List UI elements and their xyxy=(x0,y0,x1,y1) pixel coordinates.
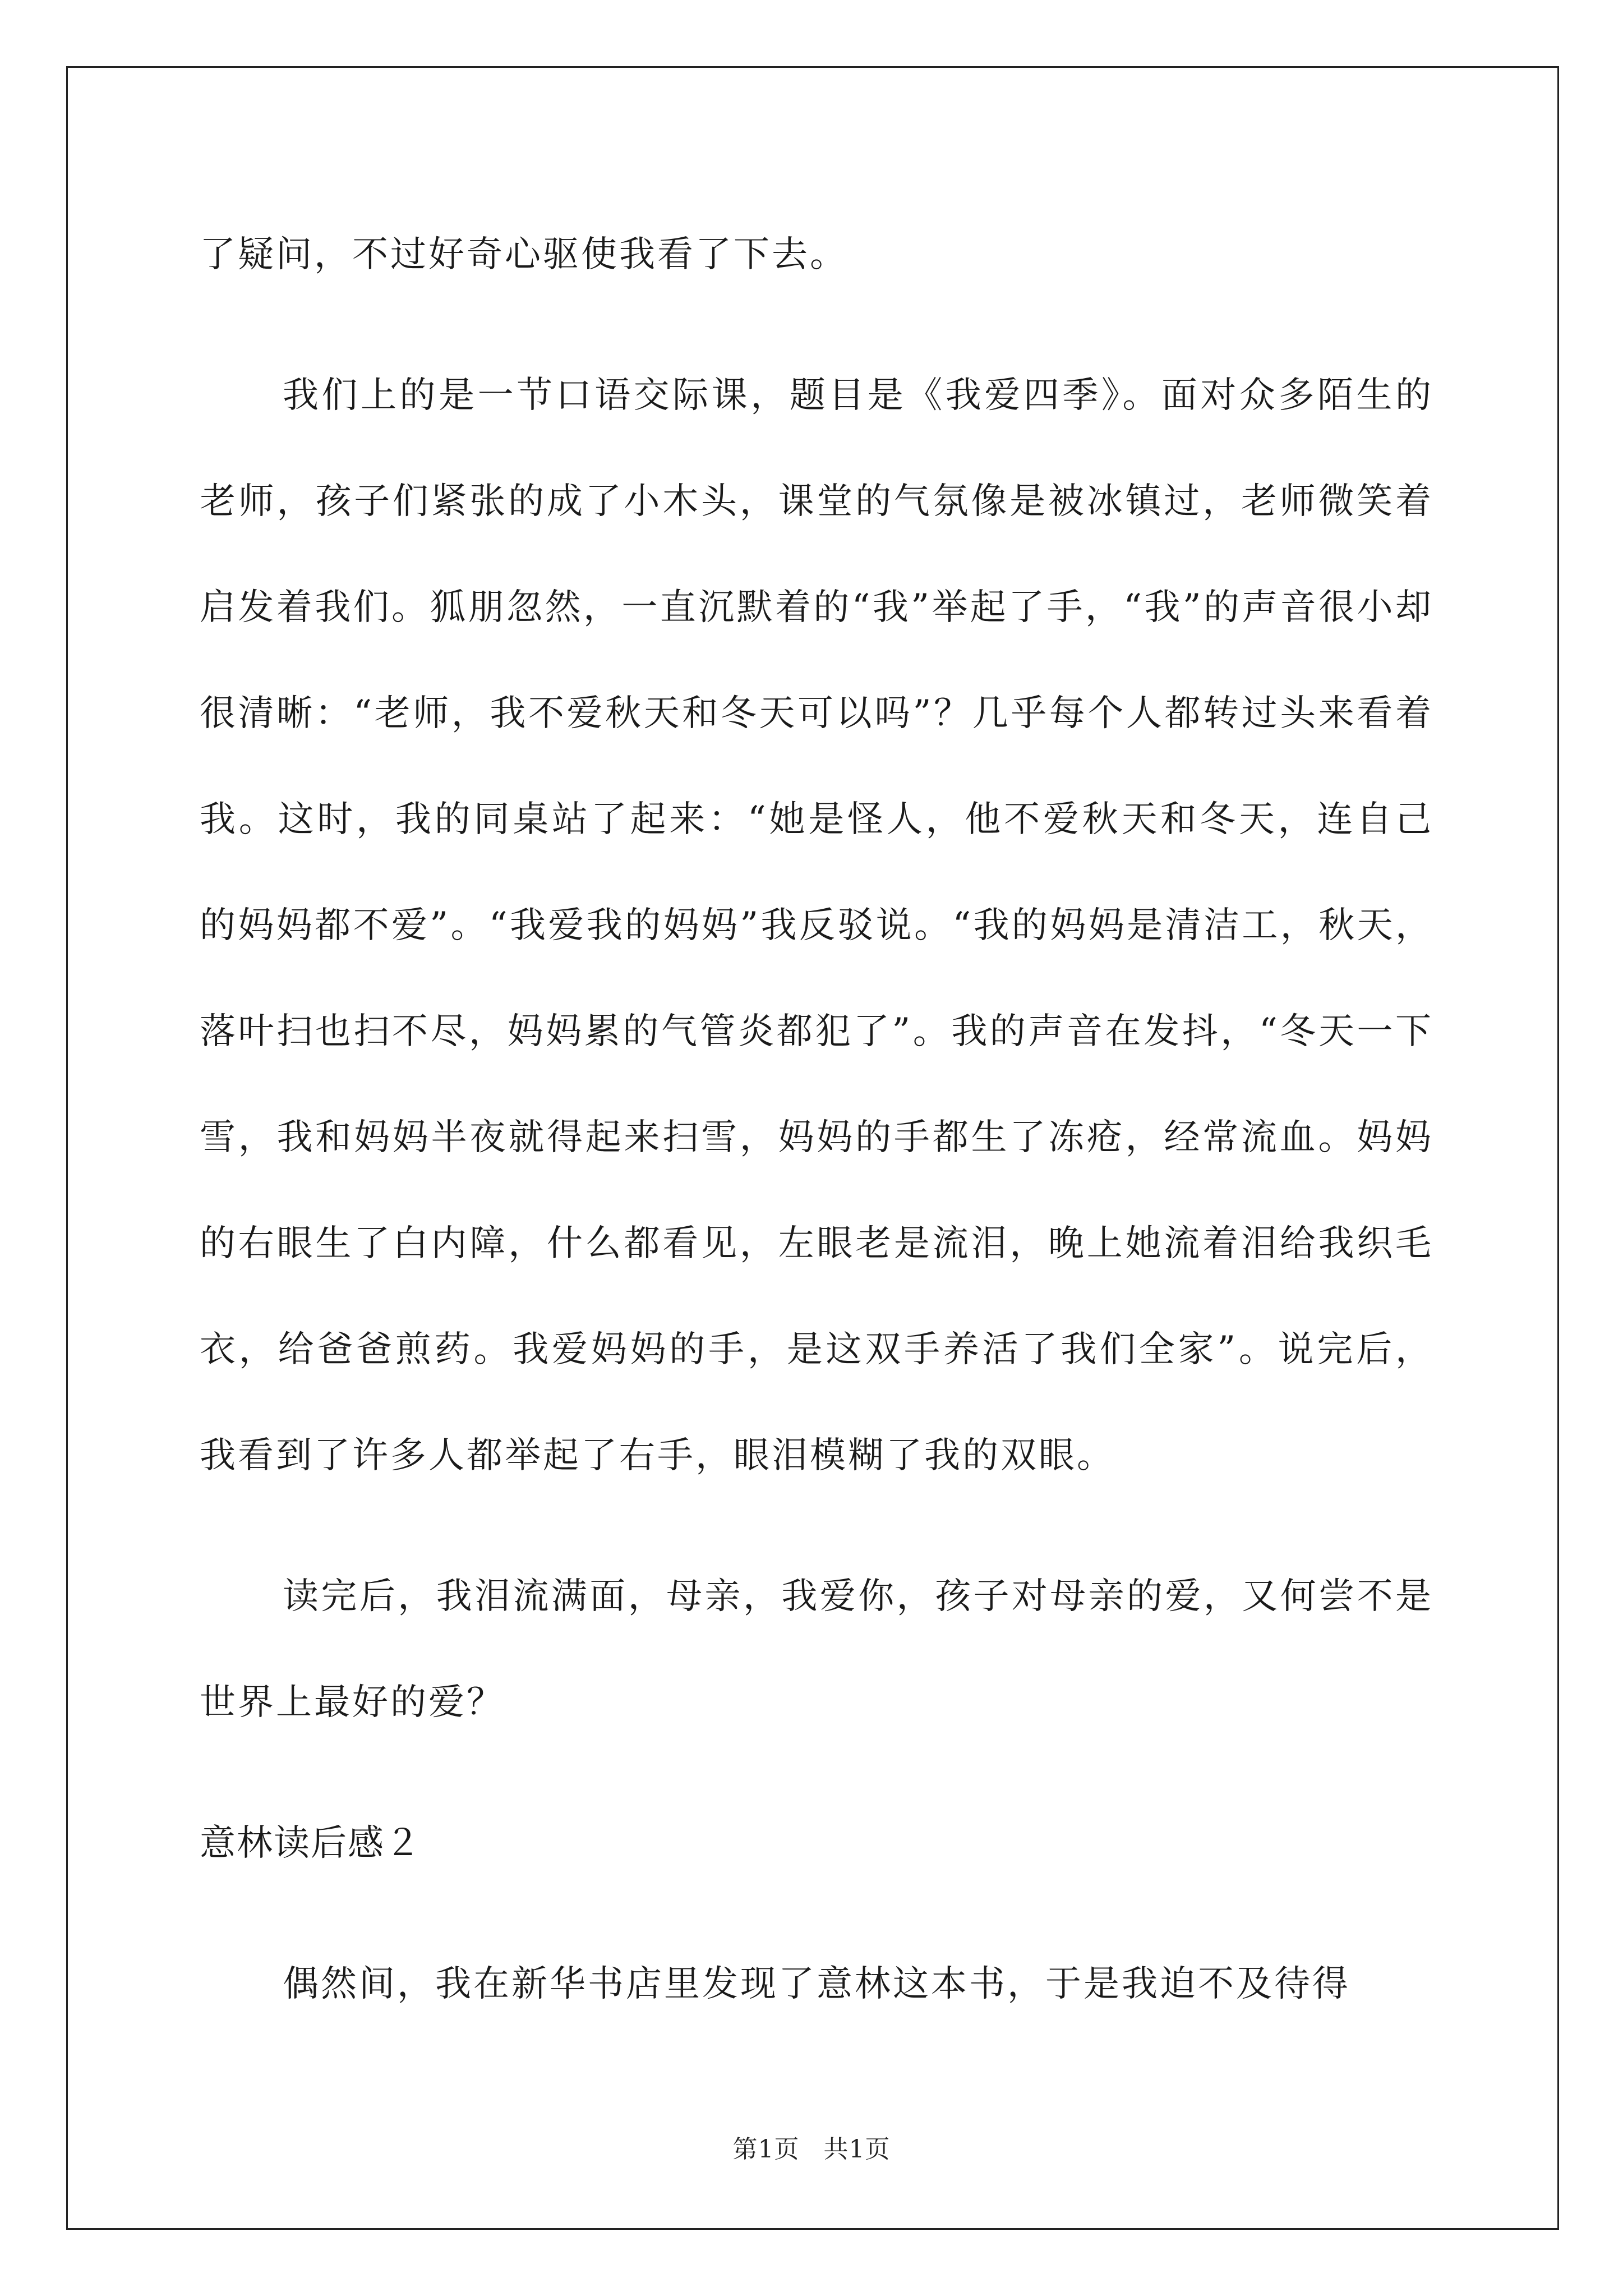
paragraph-reflection: 读完后，我泪流满面，母亲，我爱你，孩子对母亲的爱，又何尝不是世界上最好的爱？ xyxy=(200,1576,1433,1723)
paragraph-intro-2: 偶然间，我在新华书店里发现了意林这本书，于是我迫不及待得 xyxy=(283,1963,1350,2005)
section-heading: 意林读后感２ xyxy=(200,1823,422,1864)
paragraph-classroom-story: 我们上的是一节口语交际课，题目是《我爱四季》。面对众多陌生的老师，孩子们紧张的成了小木头，课堂的气氛像是被冰镇过，老师微笑着启发着我们。狐朋忽然，一直沉默着的“我”举起了手，“我”的声音很小却很清晰：“老师，我不爱秋天和冬天可以吗”？几乎每个人都转过头来看着我。这时，我的同桌站了起来：“她是怪人，他不爱秋天和冬天，连自己的妈妈都不爱”。“我爱我的妈妈”我反驳说。“我的妈妈是清洁工，秋天，落叶扫也扫不尽，妈妈累的气管炎都犯了”。我的声音在发抖，“冬天一下雪，我和妈妈半夜就得起来扫雪，妈妈的手都生了冻疮，经常流血。妈妈的右眼生了白内障，什么都看见，左眼老是流泪，晚上她流着泪给我织毛衣，给爸爸煎药。我爱妈妈的手，是这双手养活了我们全家”。说完后，我看到了许多人都举起了右手，眼泪模糊了我的双眼。 xyxy=(200,375,1433,1476)
paragraph-continuation: 了疑问，不过好奇心驱使我看了下去。 xyxy=(200,234,848,275)
page-footer xyxy=(0,2129,1623,2165)
page-number: 第1页 xyxy=(732,2135,800,2164)
page-total: 共1页 xyxy=(823,2135,891,2164)
document-body xyxy=(200,202,1433,2072)
